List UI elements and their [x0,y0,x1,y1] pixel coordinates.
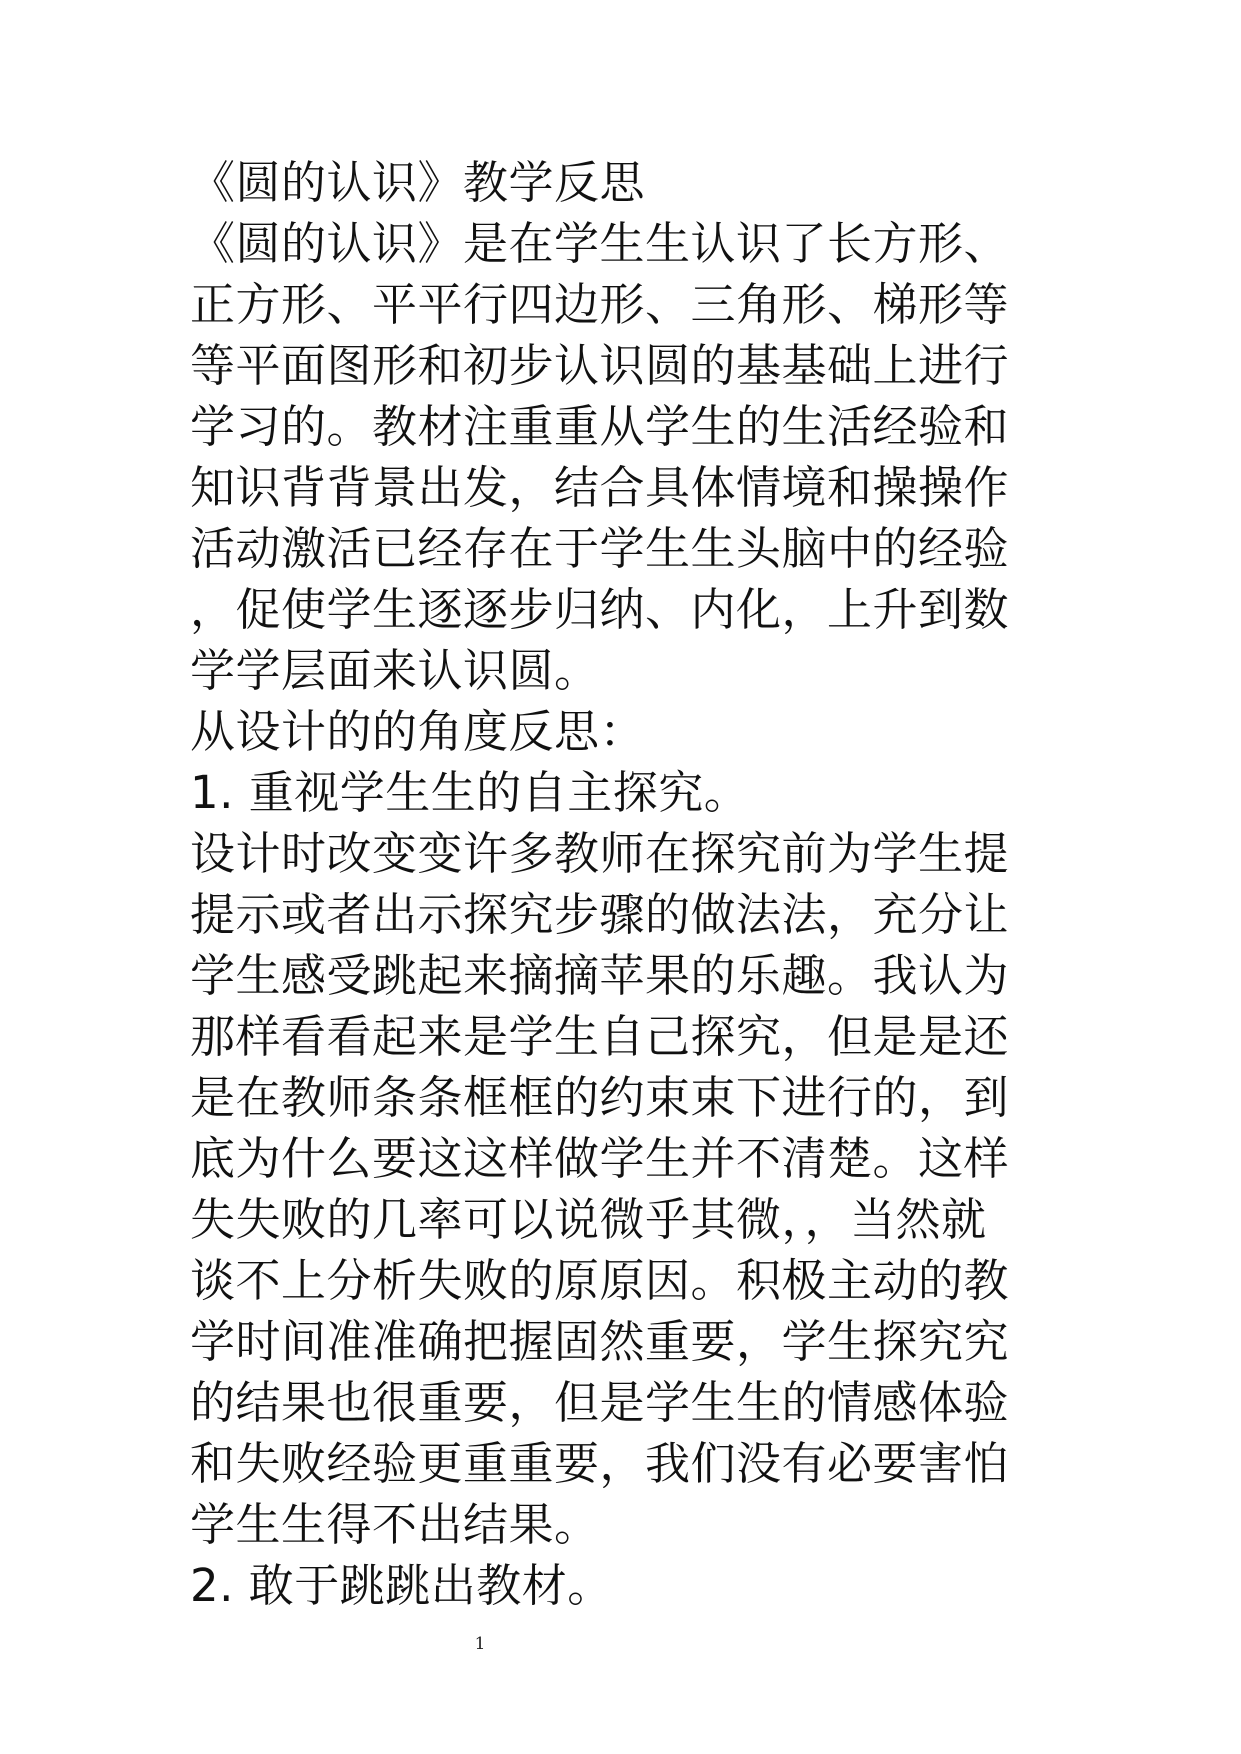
paragraph-line: 那样看看起来是学生自己探究，但是是还 [190,1010,1010,1063]
paragraph-line: 学生生得不出结果。 [190,1498,600,1551]
document-title: 《圆的认识》教学反思 [190,156,646,209]
numbered-heading: 1. 重视学生生的自主探究。 [190,766,750,819]
section-heading: 从设计的的角度反思： [190,705,646,758]
paragraph-line: 知识背背景出发，结合具体情境和操操作 [190,461,1010,514]
paragraph-line: 等平面图形和初步认识圆的基基础上进行 [190,339,1010,392]
paragraph-line: 的结果也很重要，但是学生生的情感体验 [190,1376,1010,1429]
paragraph-line: 学生感受跳起来摘摘苹果的乐趣。我认为 [190,949,1010,1002]
document-body [190,152,1040,1616]
paragraph-line: 谈不上分析失败的原原因。积极主动的教 [190,1254,1010,1307]
paragraph-line: ，促使学生逐逐步归纳、内化，上升到数 [190,583,1010,636]
paragraph-line: 学习的。教材注重重从学生的生活经验和 [190,400,1010,453]
paragraph-line: 正方形、平平行四边形、三角形、梯形等 [190,278,1010,331]
paragraph-line: 《圆的认识》是在学生生认识了长方形、 [190,217,1010,270]
page-number: 1 [474,1634,486,1654]
paragraph-line: 是在教师条条框框的约束束下进行的，到 [190,1071,1010,1124]
paragraph-line: 学时间准准确把握固然重要，学生探究究 [190,1315,1010,1368]
paragraph-line: 底为什么要这这样做学生并不清楚。这样 [190,1132,1010,1185]
paragraph-line: 设计时改变变许多教师在探究前为学生提 [190,827,1010,880]
numbered-heading: 2. 敢于跳跳出教材。 [190,1559,613,1612]
paragraph-line: 失失败的几率可以说微乎其微，，当然就 [190,1193,987,1246]
paragraph-line: 活动激活已经存在于学生生头脑中的经验 [190,522,1010,575]
paragraph-line: 学学层面来认识圆。 [190,644,600,697]
paragraph-line: 和失败经验更重重要，我们没有必要害怕 [190,1437,1010,1490]
paragraph-line: 提示或者出示探究步骤的做法法，充分让 [190,888,1010,941]
